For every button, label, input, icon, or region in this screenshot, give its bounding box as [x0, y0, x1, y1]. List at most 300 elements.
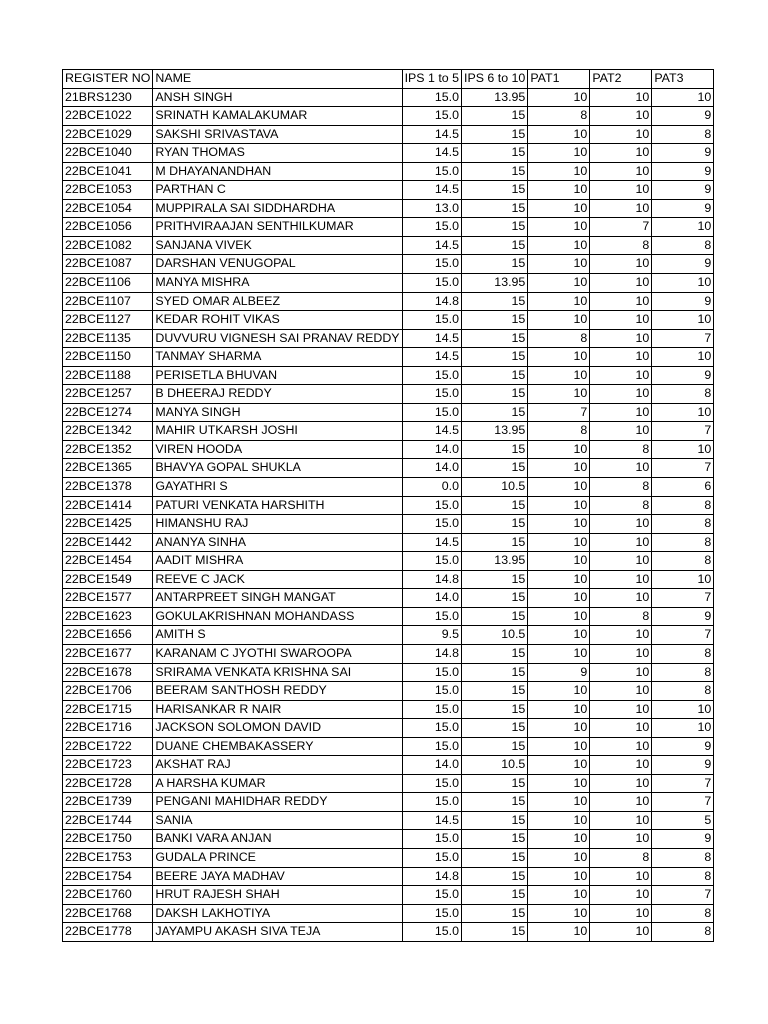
- ips-6-to-10-cell: 15: [462, 570, 528, 589]
- pat2-cell: 10: [590, 125, 652, 144]
- pat3-cell: 8: [652, 533, 714, 552]
- ips-1-to-5-cell: 14.5: [402, 811, 461, 830]
- ips-1-to-5-cell: 15.0: [402, 830, 461, 849]
- ips-6-to-10-cell: 15: [462, 682, 528, 701]
- ips-6-to-10-cell: 15: [462, 255, 528, 274]
- ips-6-to-10-cell: 15: [462, 737, 528, 756]
- header-ips-6-to-10: IPS 6 to 10: [462, 70, 528, 89]
- register-no-cell: 22BCE1040: [63, 144, 153, 163]
- pat1-cell: 10: [528, 811, 590, 830]
- ips-1-to-5-cell: 14.0: [402, 589, 461, 608]
- pat1-cell: 10: [528, 570, 590, 589]
- ips-6-to-10-cell: 15: [462, 663, 528, 682]
- register-no-cell: 22BCE1722: [63, 737, 153, 756]
- ips-1-to-5-cell: 15.0: [402, 552, 461, 571]
- table-row: [63, 311, 714, 330]
- name-cell: SANIA: [153, 811, 402, 830]
- ips-1-to-5-cell: 13.0: [402, 199, 461, 218]
- pat3-cell: 10: [652, 700, 714, 719]
- ips-1-to-5-cell: 14.0: [402, 459, 461, 478]
- table-row: [63, 515, 714, 534]
- name-cell: REEVE C JACK: [153, 570, 402, 589]
- pat3-cell: 9: [652, 737, 714, 756]
- pat1-cell: 10: [528, 385, 590, 404]
- table-row: [63, 886, 714, 905]
- register-no-cell: 22BCE1442: [63, 533, 153, 552]
- ips-1-to-5-cell: 15.0: [402, 274, 461, 293]
- pat3-cell: 8: [652, 644, 714, 663]
- name-cell: M DHAYANANDHAN: [153, 162, 402, 181]
- table-row: [63, 552, 714, 571]
- pat2-cell: 10: [590, 274, 652, 293]
- name-cell: MANYA SINGH: [153, 403, 402, 422]
- ips-1-to-5-cell: 15.0: [402, 774, 461, 793]
- pat2-cell: 10: [590, 255, 652, 274]
- pat1-cell: 10: [528, 923, 590, 942]
- pat1-cell: 10: [528, 867, 590, 886]
- pat1-cell: 10: [528, 496, 590, 515]
- header-pat2: PAT2: [590, 70, 652, 89]
- pat3-cell: 7: [652, 589, 714, 608]
- ips-6-to-10-cell: 15: [462, 366, 528, 385]
- ips-1-to-5-cell: 15.0: [402, 496, 461, 515]
- pat1-cell: 10: [528, 830, 590, 849]
- pat2-cell: 10: [590, 626, 652, 645]
- pat3-cell: 7: [652, 793, 714, 812]
- ips-6-to-10-cell: 13.95: [462, 422, 528, 441]
- register-no-cell: 22BCE1549: [63, 570, 153, 589]
- pat2-cell: 8: [590, 440, 652, 459]
- table-row: [63, 682, 714, 701]
- ips-1-to-5-cell: 15.0: [402, 682, 461, 701]
- table-row: [63, 700, 714, 719]
- ips-6-to-10-cell: 15: [462, 385, 528, 404]
- ips-1-to-5-cell: 15.0: [402, 311, 461, 330]
- pat1-cell: 9: [528, 663, 590, 682]
- ips-6-to-10-cell: 15: [462, 589, 528, 608]
- table-row: [63, 125, 714, 144]
- pat3-cell: 7: [652, 626, 714, 645]
- ips-6-to-10-cell: 15: [462, 144, 528, 163]
- pat3-cell: 10: [652, 274, 714, 293]
- register-no-cell: 22BCE1053: [63, 181, 153, 200]
- name-cell: MUPPIRALA SAI SIDDHARDHA: [153, 199, 402, 218]
- pat1-cell: 10: [528, 440, 590, 459]
- pat1-cell: 10: [528, 181, 590, 200]
- ips-1-to-5-cell: 14.0: [402, 756, 461, 775]
- register-no-cell: 22BCE1087: [63, 255, 153, 274]
- table-row: [63, 107, 714, 126]
- pat2-cell: 10: [590, 403, 652, 422]
- table-row: [63, 366, 714, 385]
- pat1-cell: 10: [528, 719, 590, 738]
- pat2-cell: 10: [590, 329, 652, 348]
- ips-6-to-10-cell: 15: [462, 329, 528, 348]
- register-no-cell: 22BCE1029: [63, 125, 153, 144]
- ips-6-to-10-cell: 15: [462, 162, 528, 181]
- register-no-cell: 22BCE1150: [63, 348, 153, 367]
- name-cell: ANTARPREET SINGH MANGAT: [153, 589, 402, 608]
- table-row: [63, 867, 714, 886]
- pat3-cell: 8: [652, 848, 714, 867]
- register-no-cell: 22BCE1107: [63, 292, 153, 311]
- pat1-cell: 10: [528, 144, 590, 163]
- pat1-cell: 10: [528, 125, 590, 144]
- register-no-cell: 22BCE1677: [63, 644, 153, 663]
- pat2-cell: 10: [590, 737, 652, 756]
- pat2-cell: 10: [590, 199, 652, 218]
- register-no-cell: 22BCE1754: [63, 867, 153, 886]
- pat1-cell: 10: [528, 236, 590, 255]
- name-cell: BHAVYA GOPAL SHUKLA: [153, 459, 402, 478]
- table-row: [63, 181, 714, 200]
- ips-6-to-10-cell: 15: [462, 830, 528, 849]
- pat1-cell: 10: [528, 793, 590, 812]
- ips-6-to-10-cell: 15: [462, 440, 528, 459]
- table-row: [63, 830, 714, 849]
- register-no-cell: 22BCE1106: [63, 274, 153, 293]
- register-no-cell: 22BCE1577: [63, 589, 153, 608]
- pat1-cell: 10: [528, 533, 590, 552]
- pat1-cell: 10: [528, 515, 590, 534]
- table-row: [63, 459, 714, 478]
- register-no-cell: 22BCE1744: [63, 811, 153, 830]
- pat2-cell: 10: [590, 107, 652, 126]
- ips-1-to-5-cell: 15.0: [402, 793, 461, 812]
- pat1-cell: 10: [528, 626, 590, 645]
- table-row: [63, 144, 714, 163]
- name-cell: HIMANSHU RAJ: [153, 515, 402, 534]
- ips-6-to-10-cell: 15: [462, 607, 528, 626]
- register-no-cell: 22BCE1678: [63, 663, 153, 682]
- pat2-cell: 10: [590, 552, 652, 571]
- ips-1-to-5-cell: 14.5: [402, 236, 461, 255]
- pat1-cell: 10: [528, 756, 590, 775]
- pat2-cell: 10: [590, 793, 652, 812]
- table-row: [63, 422, 714, 441]
- table-row: [63, 533, 714, 552]
- pat2-cell: 10: [590, 366, 652, 385]
- pat2-cell: 10: [590, 700, 652, 719]
- pat1-cell: 10: [528, 589, 590, 608]
- table-row: [63, 923, 714, 942]
- ips-1-to-5-cell: 9.5: [402, 626, 461, 645]
- ips-1-to-5-cell: 14.5: [402, 125, 461, 144]
- header-pat1: PAT1: [528, 70, 590, 89]
- pat3-cell: 10: [652, 88, 714, 107]
- name-cell: HRUT RAJESH SHAH: [153, 886, 402, 905]
- ips-1-to-5-cell: 15.0: [402, 886, 461, 905]
- name-cell: BANKI VARA ANJAN: [153, 830, 402, 849]
- pat3-cell: 6: [652, 478, 714, 497]
- table-row: [63, 329, 714, 348]
- name-cell: GOKULAKRISHNAN MOHANDASS: [153, 607, 402, 626]
- ips-6-to-10-cell: 15: [462, 515, 528, 534]
- pat1-cell: 10: [528, 311, 590, 330]
- name-cell: AADIT MISHRA: [153, 552, 402, 571]
- name-cell: GAYATHRI S: [153, 478, 402, 497]
- pat3-cell: 8: [652, 663, 714, 682]
- name-cell: DUVVURU VIGNESH SAI PRANAV REDDY: [153, 329, 402, 348]
- register-no-cell: 22BCE1414: [63, 496, 153, 515]
- name-cell: MANYA MISHRA: [153, 274, 402, 293]
- register-no-cell: 22BCE1716: [63, 719, 153, 738]
- ips-1-to-5-cell: 15.0: [402, 515, 461, 534]
- name-cell: AMITH S: [153, 626, 402, 645]
- ips-6-to-10-cell: 15: [462, 867, 528, 886]
- name-cell: SYED OMAR ALBEEZ: [153, 292, 402, 311]
- pat3-cell: 8: [652, 904, 714, 923]
- pat3-cell: 9: [652, 144, 714, 163]
- pat3-cell: 9: [652, 107, 714, 126]
- pat3-cell: 10: [652, 403, 714, 422]
- ips-1-to-5-cell: 15.0: [402, 663, 461, 682]
- ips-6-to-10-cell: 15: [462, 533, 528, 552]
- ips-1-to-5-cell: 14.8: [402, 644, 461, 663]
- ips-6-to-10-cell: 15: [462, 292, 528, 311]
- pat1-cell: 10: [528, 682, 590, 701]
- register-no-cell: 22BCE1656: [63, 626, 153, 645]
- name-cell: PRITHVIRAAJAN SENTHILKUMAR: [153, 218, 402, 237]
- pat1-cell: 10: [528, 886, 590, 905]
- register-no-cell: 22BCE1041: [63, 162, 153, 181]
- name-cell: ANANYA SINHA: [153, 533, 402, 552]
- ips-1-to-5-cell: 14.0: [402, 440, 461, 459]
- pat1-cell: 10: [528, 348, 590, 367]
- ips-6-to-10-cell: 15: [462, 236, 528, 255]
- ips-1-to-5-cell: 14.5: [402, 144, 461, 163]
- pat1-cell: 7: [528, 403, 590, 422]
- pat3-cell: 8: [652, 496, 714, 515]
- pat2-cell: 10: [590, 644, 652, 663]
- pat1-cell: 10: [528, 459, 590, 478]
- register-no-cell: 22BCE1135: [63, 329, 153, 348]
- register-no-cell: 22BCE1753: [63, 848, 153, 867]
- table-row: [63, 88, 714, 107]
- pat1-cell: 10: [528, 848, 590, 867]
- header-name: NAME: [153, 70, 402, 89]
- table-row: [63, 218, 714, 237]
- register-no-cell: 22BCE1365: [63, 459, 153, 478]
- ips-6-to-10-cell: 15: [462, 848, 528, 867]
- table-row: [63, 737, 714, 756]
- register-no-cell: 22BCE1082: [63, 236, 153, 255]
- ips-6-to-10-cell: 10.5: [462, 478, 528, 497]
- register-no-cell: 22BCE1768: [63, 904, 153, 923]
- register-no-cell: 22BCE1127: [63, 311, 153, 330]
- pat2-cell: 10: [590, 348, 652, 367]
- pat2-cell: 8: [590, 478, 652, 497]
- name-cell: DARSHAN VENUGOPAL: [153, 255, 402, 274]
- pat3-cell: 8: [652, 385, 714, 404]
- ips-6-to-10-cell: 15: [462, 700, 528, 719]
- pat1-cell: 8: [528, 329, 590, 348]
- header-pat3: PAT3: [652, 70, 714, 89]
- pat1-cell: 10: [528, 366, 590, 385]
- ips-1-to-5-cell: 15.0: [402, 737, 461, 756]
- name-cell: JACKSON SOLOMON DAVID: [153, 719, 402, 738]
- table-row: [63, 199, 714, 218]
- ips-6-to-10-cell: 15: [462, 125, 528, 144]
- header-row: [63, 70, 714, 89]
- ips-6-to-10-cell: 10.5: [462, 626, 528, 645]
- register-no-cell: 21BRS1230: [63, 88, 153, 107]
- pat3-cell: 8: [652, 923, 714, 942]
- pat3-cell: 9: [652, 366, 714, 385]
- ips-6-to-10-cell: 13.95: [462, 274, 528, 293]
- pat2-cell: 8: [590, 607, 652, 626]
- pat3-cell: 8: [652, 867, 714, 886]
- ips-1-to-5-cell: 14.5: [402, 422, 461, 441]
- name-cell: PATURI VENKATA HARSHITH: [153, 496, 402, 515]
- ips-1-to-5-cell: 15.0: [402, 719, 461, 738]
- ips-6-to-10-cell: 13.95: [462, 88, 528, 107]
- name-cell: JAYAMPU AKASH SIVA TEJA: [153, 923, 402, 942]
- register-no-cell: 22BCE1257: [63, 385, 153, 404]
- name-cell: VIREN HOODA: [153, 440, 402, 459]
- ips-6-to-10-cell: 15: [462, 459, 528, 478]
- pat3-cell: 10: [652, 570, 714, 589]
- pat2-cell: 8: [590, 848, 652, 867]
- ips-1-to-5-cell: 15.0: [402, 700, 461, 719]
- pat1-cell: 10: [528, 644, 590, 663]
- header-ips-1-to-5: IPS 1 to 5: [402, 70, 461, 89]
- pat1-cell: 10: [528, 162, 590, 181]
- register-no-cell: 22BCE1778: [63, 923, 153, 942]
- table-row: [63, 644, 714, 663]
- table-row: [63, 589, 714, 608]
- name-cell: BEERAM SANTHOSH REDDY: [153, 682, 402, 701]
- ips-6-to-10-cell: 15: [462, 181, 528, 200]
- register-no-cell: 22BCE1623: [63, 607, 153, 626]
- ips-1-to-5-cell: 14.8: [402, 292, 461, 311]
- name-cell: SANJANA VIVEK: [153, 236, 402, 255]
- register-no-cell: 22BCE1739: [63, 793, 153, 812]
- pat2-cell: 10: [590, 162, 652, 181]
- ips-6-to-10-cell: 15: [462, 218, 528, 237]
- pat3-cell: 7: [652, 329, 714, 348]
- name-cell: PERISETLA BHUVAN: [153, 366, 402, 385]
- ips-6-to-10-cell: 15: [462, 904, 528, 923]
- pat2-cell: 10: [590, 181, 652, 200]
- ips-6-to-10-cell: 15: [462, 403, 528, 422]
- pat3-cell: 10: [652, 440, 714, 459]
- pat1-cell: 10: [528, 255, 590, 274]
- ips-1-to-5-cell: 15.0: [402, 904, 461, 923]
- name-cell: A HARSHA KUMAR: [153, 774, 402, 793]
- ips-1-to-5-cell: 15.0: [402, 255, 461, 274]
- pat2-cell: 10: [590, 867, 652, 886]
- pat1-cell: 10: [528, 292, 590, 311]
- ips-1-to-5-cell: 15.0: [402, 218, 461, 237]
- ips-1-to-5-cell: 15.0: [402, 848, 461, 867]
- pat2-cell: 10: [590, 88, 652, 107]
- ips-6-to-10-cell: 15: [462, 811, 528, 830]
- table-row: [63, 292, 714, 311]
- register-no-cell: 22BCE1425: [63, 515, 153, 534]
- pat1-cell: 8: [528, 422, 590, 441]
- name-cell: AKSHAT RAJ: [153, 756, 402, 775]
- pat2-cell: 10: [590, 311, 652, 330]
- register-no-cell: 22BCE1054: [63, 199, 153, 218]
- pat2-cell: 10: [590, 886, 652, 905]
- table-row: [63, 626, 714, 645]
- name-cell: RYAN THOMAS: [153, 144, 402, 163]
- pat2-cell: 10: [590, 292, 652, 311]
- pat3-cell: 9: [652, 607, 714, 626]
- pat1-cell: 10: [528, 199, 590, 218]
- ips-1-to-5-cell: 14.5: [402, 348, 461, 367]
- ips-6-to-10-cell: 15: [462, 348, 528, 367]
- ips-1-to-5-cell: 14.5: [402, 329, 461, 348]
- pat2-cell: 10: [590, 719, 652, 738]
- register-no-cell: 22BCE1274: [63, 403, 153, 422]
- pat3-cell: 9: [652, 830, 714, 849]
- pat2-cell: 10: [590, 811, 652, 830]
- pat1-cell: 10: [528, 904, 590, 923]
- ips-1-to-5-cell: 14.8: [402, 570, 461, 589]
- ips-1-to-5-cell: 15.0: [402, 923, 461, 942]
- name-cell: SRINATH KAMALAKUMAR: [153, 107, 402, 126]
- name-cell: MAHIR UTKARSH JOSHI: [153, 422, 402, 441]
- ips-1-to-5-cell: 15.0: [402, 88, 461, 107]
- table-row: [63, 385, 714, 404]
- ips-1-to-5-cell: 14.5: [402, 181, 461, 200]
- table-row: [63, 663, 714, 682]
- table-row: [63, 478, 714, 497]
- ips-1-to-5-cell: 15.0: [402, 385, 461, 404]
- name-cell: PENGANI MAHIDHAR REDDY: [153, 793, 402, 812]
- table-body: [63, 88, 714, 941]
- pat3-cell: 9: [652, 162, 714, 181]
- pat1-cell: 10: [528, 607, 590, 626]
- name-cell: DUANE CHEMBAKASSERY: [153, 737, 402, 756]
- register-no-cell: 22BCE1750: [63, 830, 153, 849]
- pat2-cell: 10: [590, 422, 652, 441]
- pat3-cell: 7: [652, 886, 714, 905]
- name-cell: PARTHAN C: [153, 181, 402, 200]
- ips-6-to-10-cell: 10.5: [462, 756, 528, 775]
- table-row: [63, 793, 714, 812]
- register-no-cell: 22BCE1715: [63, 700, 153, 719]
- register-no-cell: 22BCE1454: [63, 552, 153, 571]
- pat2-cell: 10: [590, 385, 652, 404]
- register-no-cell: 22BCE1723: [63, 756, 153, 775]
- name-cell: ANSH SINGH: [153, 88, 402, 107]
- pat2-cell: 7: [590, 218, 652, 237]
- ips-6-to-10-cell: 15: [462, 774, 528, 793]
- table-row: [63, 774, 714, 793]
- ips-1-to-5-cell: 14.8: [402, 867, 461, 886]
- register-no-cell: 22BCE1728: [63, 774, 153, 793]
- ips-1-to-5-cell: 15.0: [402, 162, 461, 181]
- marks-table: [62, 69, 714, 942]
- pat1-cell: 10: [528, 274, 590, 293]
- pat2-cell: 10: [590, 663, 652, 682]
- pat3-cell: 8: [652, 125, 714, 144]
- pat3-cell: 9: [652, 181, 714, 200]
- table-row: [63, 719, 714, 738]
- name-cell: GUDALA PRINCE: [153, 848, 402, 867]
- pat2-cell: 10: [590, 589, 652, 608]
- register-no-cell: 22BCE1760: [63, 886, 153, 905]
- pat3-cell: 9: [652, 292, 714, 311]
- pat1-cell: 10: [528, 552, 590, 571]
- pat1-cell: 10: [528, 218, 590, 237]
- pat3-cell: 7: [652, 422, 714, 441]
- pat2-cell: 10: [590, 515, 652, 534]
- pat3-cell: 7: [652, 774, 714, 793]
